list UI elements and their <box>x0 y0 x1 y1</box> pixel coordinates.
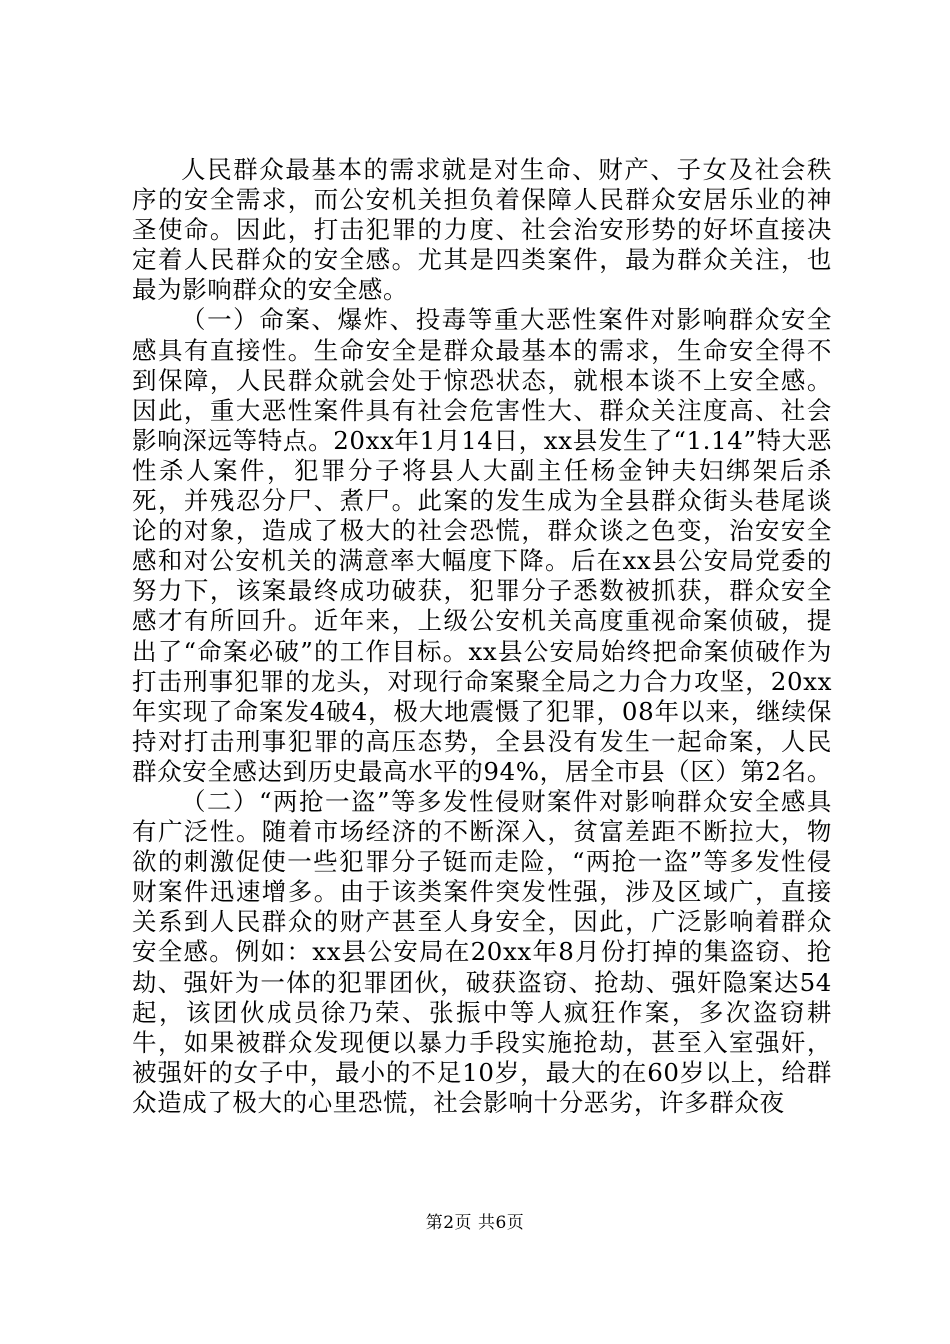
paragraph-section-two: （二）“两抢一盗”等多发性侵财案件对影响群众安全感具有广泛性。随着市场经济的不断深入，贫富差距不断拉大，物欲的刺激促使一些犯罪分子铤而走险，“两抢一盗”等多发性侵财案件迅速增多。由于该类案件突发性强，涉及区域广，直接关系到人民群众的财产甚至人身安全，因此，广泛影响着群众安全感。例如：xx县公安局在20xx年8月份打掉的集盗窃、抢劫、强奸为一体的犯罪团伙，破获盗窃、抢劫、强奸隐案达54起，该团伙成员徐乃荣、张振中等人疯狂作案，多次盗窃耕牛，如果被群众发现便以暴力手段实施抢劫，甚至入室强奸，被强奸的女子中，最小的不足10岁，最大的在60岁以上，给群众造成了极大的心里恐慌，社会影响十分恶劣，许多群众夜 <box>132 786 832 1117</box>
paragraph-intro: 人民群众最基本的需求就是对生命、财产、子女及社会秩序的安全需求，而公安机关担负着保障人民群众安居乐业的神圣使命。因此，打击犯罪的力度、社会治安形势的好坏直接决定着人民群众的安全感。尤其是四类案件，最为群众关注，也最为影响群众的安全感。 <box>132 155 832 305</box>
paragraph-section-one: （一）命案、爆炸、投毒等重大恶性案件对影响群众安全感具有直接性。生命安全是群众最基本的需求，生命安全得不到保障，人民群众就会处于惊恐状态，就根本谈不上安全感。因此，重大恶性案件具有社会危害性大、群众关注度高、社会影响深远等特点。20xx年1月14日，xx县发生了“1.14”特大恶性杀人案件，犯罪分子将县人大副主任杨金钟夫妇绑架后杀死，并残忍分尸、煮尸。此案的发生成为全县群众街头巷尾谈论的对象，造成了极大的社会恐慌，群众谈之色变，治安安全感和对公安机关的满意率大幅度下降。后在xx县公安局党委的努力下，该案最终成功破获，犯罪分子悉数被抓获，群众安全感才有所回升。近年来，上级公安机关高度重视命案侦破，提出了“命案必破”的工作目标。xx县公安局始终把命案侦破作为打击刑事犯罪的龙头，对现行命案聚全局之力合力攻坚，20xx年实现了命案发4破4，极大地震慑了犯罪，08年以来，继续保持对打击刑事犯罪的高压态势，全县没有发生一起命案，人民群众安全感达到历史最高水平的94%，居全市县（区）第2名。 <box>132 305 832 786</box>
document-body <box>132 155 832 1118</box>
page-number-footer: 第2页 共6页 <box>425 1213 525 1233</box>
